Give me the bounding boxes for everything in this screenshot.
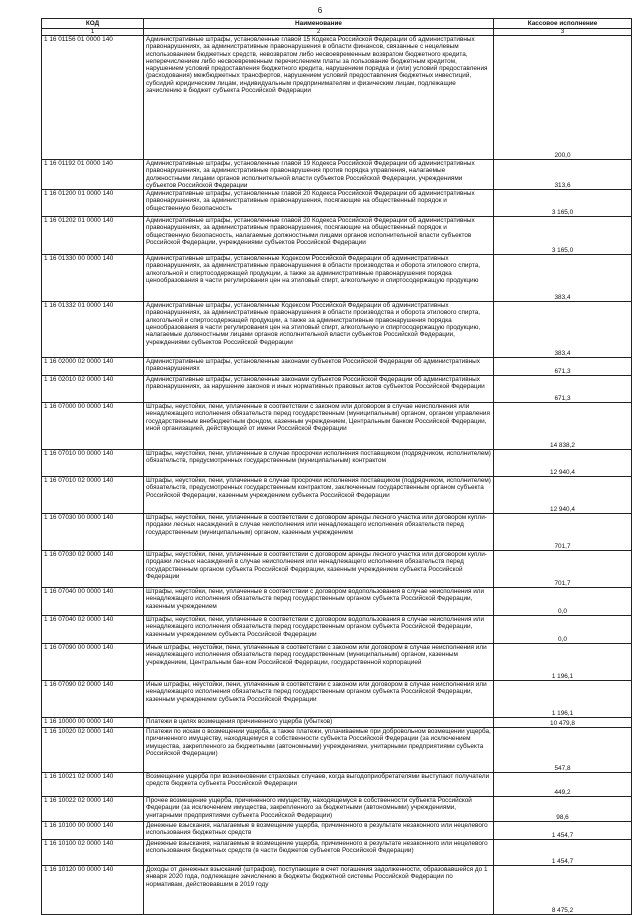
column-number: 1 — [42, 29, 144, 36]
column-number: 3 — [494, 29, 632, 36]
row-amount: 313,6 — [494, 160, 632, 190]
header-name: Наименование — [144, 19, 494, 29]
row-name: Иные штрафы, неустойки, пени, уплаченные в соответствии с законом или договором в случае неисполнения или ненадлежащего исполнения обязательств перед государственным (муниципальным) органом, казенным учреждением, Центральным бан-ком Российской Федерации, государственной корпорацией — [144, 644, 494, 681]
row-name: Штрафы, неустойки, пени, уплаченные в случае просрочки исполнения поставщиком (подрядчиком, исполнителем) обязательств, предусмотренных государственным (муниципальным) контрактом — [144, 450, 494, 477]
row-code: 1 16 07010 02 0000 140 — [42, 477, 144, 514]
revenue-table — [41, 18, 632, 915]
table-row — [42, 840, 632, 866]
row-amount: 98,6 — [494, 797, 632, 822]
table-header-row — [42, 19, 632, 29]
row-amount: 0,0 — [494, 588, 632, 616]
row-name: Административные штрафы, установленные Кодексом Российской Федерации об административных правонарушениях, за административные правонарушения в области производства и оборота этилового спирта, алкогольной и спиртосодержащей продукции, а также за административные правонарушения порядка ценообразования в части регулирования цен на этиловый спирт, алкогольную и спиртосодержащую продукцию — [144, 255, 494, 302]
row-name: Денежные взыскания, налагаемые в возмещение ущерба, причиненного в результате незаконного или нецелевого использования бюджетных средств (в части бюджетов субъектов Российской Федерации) — [144, 840, 494, 866]
table-row — [42, 551, 632, 588]
table-row — [42, 217, 632, 255]
table-row — [42, 255, 632, 302]
table-row — [42, 718, 632, 728]
row-code: 1 16 01202 01 0000 140 — [42, 217, 144, 255]
row-code: 1 16 10120 00 0000 140 — [42, 866, 144, 915]
row-name: Штрафы, неустойки, пени, уплаченные в соответствии с договором аренды лесного участка или договором купли-продажи лесных насаждений в случае неисполнения или ненадлежащего исполнения обязательств перед государственным органом субъекта Российской Федерации, казенным учреждением субъекта Российской Федерации — [144, 551, 494, 588]
table-row — [42, 376, 632, 403]
table-row — [42, 797, 632, 822]
row-amount: 1 454,7 — [494, 822, 632, 840]
table-row — [42, 302, 632, 358]
table-row — [42, 514, 632, 551]
row-name: Платежи в целях возмещения причиненного ущерба (убытков) — [144, 718, 494, 728]
table-row — [42, 681, 632, 718]
row-code: 1 16 10022 02 0000 140 — [42, 797, 144, 822]
row-amount: 383,4 — [494, 255, 632, 302]
row-amount: 1 196,1 — [494, 644, 632, 681]
page-number: 6 — [317, 6, 323, 15]
row-amount: 12 940,4 — [494, 477, 632, 514]
table-row — [42, 644, 632, 681]
row-name: Административные штрафы, установленные главой 15 Кодекса Российской Федерации об административных правонарушениях, за административные правонарушения в области финансов, связанные с нецелевым использованием бюджетных средств, невозвратом либо несвоевременным возвратом бюджетного кредита, неперечислением либо несвоевременным перечислением платы за пользование бюджетным кредитом, нарушением условий предоставления бюджетного кредита, нарушением порядка и (или) условий предоставления (расходования) межбюджетных трансфертов, нарушением условий предоставления бюджетных инвестиций, субсидий юридическим лицам, индивидуальным предпринимателям и физическим лицам, подлежащие зачислению в бюджет субъекта Российской Федерации — [144, 36, 494, 160]
row-code: 1 16 07090 02 0000 140 — [42, 681, 144, 718]
row-code: 1 16 01200 01 0000 140 — [42, 190, 144, 217]
table-row — [42, 616, 632, 644]
row-code: 1 16 10100 00 0000 140 — [42, 822, 144, 840]
column-number: 2 — [144, 29, 494, 36]
row-name: Возмещение ущерба при возникновении страховых случаев, когда выгодоприобретателями выступают получатели средств бюджета субъекта Российской Федерации — [144, 773, 494, 797]
table-row — [42, 160, 632, 190]
header-code: КОД — [42, 19, 144, 29]
column-number-row — [42, 29, 632, 36]
table-row — [42, 866, 632, 915]
row-code: 1 16 07000 00 0000 140 — [42, 403, 144, 450]
table-row — [42, 477, 632, 514]
table-row — [42, 588, 632, 616]
row-name: Штрафы, неустойки, пени, уплаченные в соответствии с договором водопользования в случае неисполнения или ненадлежащего исполнения обязательств перед государственным органом субъекта Российской Федерации, казенным учреждением — [144, 588, 494, 616]
row-amount: 12 940,4 — [494, 450, 632, 477]
row-name: Административные штрафы, установленные главой 19 Кодекса Российской Федерации об административных правонарушениях, за административные правонарушения против порядка управления, налагаемые должностными лицами органов исполнительной власти субъектов Российской Федерации, учреждениями субъектов Российской Федерации — [144, 160, 494, 190]
row-amount: 14 838,2 — [494, 403, 632, 450]
row-name: Платежи по искам о возмещении ущерба, а также платежи, уплачиваемые при добровольном возмещении ущерба, причиненного имуществу, находящемуся в собственности субъекта Российской Федерации (за исключением имущества, закрепленного за бюджетными (автономными) учреждениями, унитарными предприятиями субъекта Российской Федерации) — [144, 728, 494, 773]
table-body — [42, 36, 632, 915]
row-code: 1 16 10000 00 0000 140 — [42, 718, 144, 728]
row-amount: 1 196,1 — [494, 681, 632, 718]
row-amount: 671,3 — [494, 376, 632, 403]
row-amount: 3 165,0 — [494, 217, 632, 255]
row-name: Штрафы, неустойки, пени, уплаченные в соответствии с договором аренды лесного участка или договором купли-продажи лесных насаждений в случае неисполнения или ненадлежащего исполнения обязательств перед государственным (муниципальным) органом, казенным учреждением — [144, 514, 494, 551]
table-row — [42, 403, 632, 450]
row-code: 1 16 07010 00 0000 140 — [42, 450, 144, 477]
row-code: 1 16 01156 01 0000 140 — [42, 36, 144, 160]
table-row — [42, 450, 632, 477]
table-row — [42, 728, 632, 773]
row-name: Административные штрафы, установленные законами субъектов Российской Федерации об административных правонарушениях — [144, 358, 494, 376]
row-code: 1 16 10021 02 0000 140 — [42, 773, 144, 797]
table-row — [42, 36, 632, 160]
row-name: Прочее возмещение ущерба, причиненного имуществу, находящемуся в собственности субъекта Российской Федерации (за исключением имущества, закрепленного за бюджетными (автономными) учреждениями, унитарными предприятиями субъекта Российской Федерации) — [144, 797, 494, 822]
row-amount: 547,8 — [494, 728, 632, 773]
row-code: 1 16 02010 02 0000 140 — [42, 376, 144, 403]
row-amount: 0,0 — [494, 616, 632, 644]
row-code: 1 16 07040 00 0000 140 — [42, 588, 144, 616]
row-amount: 383,4 — [494, 302, 632, 358]
row-code: 1 16 02000 02 0000 140 — [42, 358, 144, 376]
row-code: 1 16 01332 01 0000 140 — [42, 302, 144, 358]
row-code: 1 16 10020 02 0000 140 — [42, 728, 144, 773]
row-code: 1 16 07030 00 0000 140 — [42, 514, 144, 551]
row-code: 1 16 07090 00 0000 140 — [42, 644, 144, 681]
row-name: Административные штрафы, установленные законами субъектов Российской Федерации об административных правонарушениях, за нарушение законов и иных нормативных правовых актов субъектов Российской Федерации — [144, 376, 494, 403]
row-name: Иные штрафы, неустойки, пени, уплаченные в соответствии с законом или договором в случае неисполнения или ненадлежащего исполнения обязательств перед государственным органом субъекта Российской Федерации, казенным учреждением субъекта Российской Федерации — [144, 681, 494, 718]
row-name: Административные штрафы, установленные главой 20 Кодекса Российской Федерации об административных правонарушениях, за административные правонарушения, посягающие на общественный порядок и общественную безопасность — [144, 190, 494, 217]
row-name: Штрафы, неустойки, пени, уплаченные в случае просрочки исполнения поставщиком (подрядчиком, исполнителем) обязательств, предусмотренных государственным контрактом, заключенным государственным органом субъекта Российской Федерации, казенным учреждением субъекта Российской Федерации — [144, 477, 494, 514]
row-name: Штрафы, неустойки, пени, уплаченные в соответствии с законом или договором в случае неисполнения или ненадлежащего исполнения обязательств перед государственным (муниципальным) органом, органом управления государственным внебюджетным фондом, казенным учреждением, Центральным банком Российской Федерации, иной организацией, действующей от имени Российской Федерации — [144, 403, 494, 450]
row-code: 1 16 07030 02 0000 140 — [42, 551, 144, 588]
row-code: 1 16 01330 00 0000 140 — [42, 255, 144, 302]
row-amount: 701,7 — [494, 551, 632, 588]
row-code: 1 16 10100 02 0000 140 — [42, 840, 144, 866]
row-amount: 1 454,7 — [494, 840, 632, 866]
header-amount: Кассовое исполнение — [494, 19, 632, 29]
row-name: Доходы от денежных взысканий (штрафов), поступающие в счет погашения задолженности, образовавшейся до 1 января 2020 года, подлежащие зачислению в бюджеты бюджетной системы Российской Федерации по нормативам, действовавшим в 2019 году — [144, 866, 494, 915]
row-name: Штрафы, неустойки, пени, уплаченные в соответствии с договором водопользования в случае неисполнения или ненадлежащего исполнения обязательств перед государственным органом субъекта Российской Федерации, казенным учреждением субъекта Российской Федерации — [144, 616, 494, 644]
row-amount: 671,3 — [494, 358, 632, 376]
table-row — [42, 190, 632, 217]
row-amount: 701,7 — [494, 514, 632, 551]
table-row — [42, 822, 632, 840]
row-name: Денежные взыскания, налагаемые в возмещение ущерба, причиненного в результате незаконного или нецелевого использования бюджетных средств — [144, 822, 494, 840]
table-row — [42, 773, 632, 797]
row-code: 1 16 07040 02 0000 140 — [42, 616, 144, 644]
row-name: Административные штрафы, установленные Кодексом Российской Федерации об административных правонарушениях, за административные правонарушения в области производства и оборота этилового спирта, алкогольной и спиртосодержащей продукции, а также за административные правонарушения порядка ценообразования в части регулирования цен на этиловый спирт, алкогольную и спиртосодержащую продукцию, налагаемые должностными лицами органов исполнительной власти субъектов Российской Федерации, учреждениями субъектов Российской Федерации — [144, 302, 494, 358]
table-row — [42, 358, 632, 376]
row-name: Административные штрафы, установленные главой 20 Кодекса Российской Федерации об административных правонарушениях, за административные правонарушения, посягающие на общественный порядок и общественную безопасность, налагаемые должностными лицами органов исполнительной власти субъектов Российской Федерации, учреждениями субъектов Российской Федерации — [144, 217, 494, 255]
row-amount: 10 479,8 — [494, 718, 632, 728]
row-amount: 200,0 — [494, 36, 632, 160]
row-amount: 8 475,2 — [494, 866, 632, 915]
row-amount: 3 165,0 — [494, 190, 632, 217]
row-amount: 449,2 — [494, 773, 632, 797]
row-code: 1 16 01192 01 0000 140 — [42, 160, 144, 190]
